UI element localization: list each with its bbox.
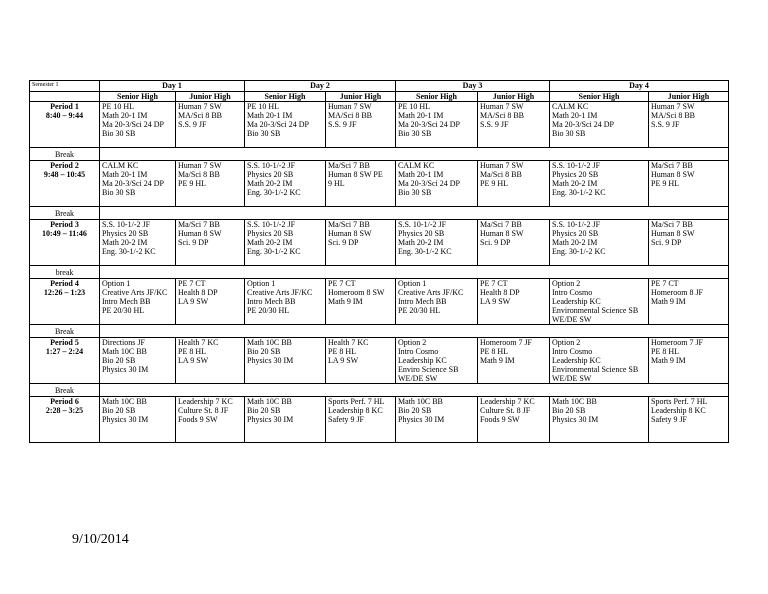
class-entry: Creative Arts JF/KC xyxy=(102,288,168,297)
class-entry: CALM KC xyxy=(552,102,589,111)
class-entry: Math 20-2 IM xyxy=(552,238,598,247)
senior-class-cell xyxy=(396,161,478,207)
class-entry: Homeroom 7 JF xyxy=(480,338,532,347)
break-filler xyxy=(100,266,729,279)
senior-class-cell xyxy=(550,338,649,384)
class-entry: Ma 20-3/Sci 24 DP xyxy=(552,120,614,129)
class-entry: Human 8 SW xyxy=(328,229,372,238)
junior-class-cell xyxy=(326,397,396,443)
period-label: Period 1 xyxy=(50,102,79,111)
senior-class-cell xyxy=(100,338,176,384)
class-entry: Eng. 30-1/-2 KC xyxy=(247,247,301,256)
day-header: Day 1 xyxy=(100,81,245,92)
class-entry: Health 8 DP xyxy=(178,288,218,297)
class-entry: WE/DE SW xyxy=(552,315,592,324)
junior-class-cell xyxy=(326,279,396,325)
junior-class-cell xyxy=(326,102,396,148)
period-time: 12:26 – 1:23 xyxy=(43,288,86,297)
class-entry: CALM KC xyxy=(102,161,139,170)
class-entry: Math 9 IM xyxy=(651,297,686,306)
junior-class-cell xyxy=(176,338,245,384)
class-entry: S.S. 10-1/-2 JF xyxy=(102,220,151,229)
class-entry: LA 9 SW xyxy=(328,356,359,365)
class-entry: Physics 30 IM xyxy=(102,365,149,374)
senior-high-header: Senior High xyxy=(245,92,326,102)
class-entry: Human 8 SW xyxy=(178,229,222,238)
class-entry: Health 7 KC xyxy=(328,338,369,347)
period-label: Period 6 xyxy=(50,397,79,406)
footer-date: 9/10/2014 xyxy=(72,532,129,547)
class-entry: Eng. 30-1/-2 KC xyxy=(398,247,452,256)
class-entry: Bio 20 SB xyxy=(247,347,281,356)
class-entry: Math 10C BB xyxy=(552,397,597,406)
class-entry: Intro Mech BB xyxy=(102,297,151,306)
class-entry: Math 20-1 IM xyxy=(247,111,293,120)
senior-class-cell xyxy=(550,161,649,207)
class-entry: PE 10 HL xyxy=(247,102,279,111)
class-entry: Sports Perf. 7 HL xyxy=(328,397,385,406)
class-entry: Bio 20 SB xyxy=(247,406,281,415)
class-entry: Ma/Sci 7 BB xyxy=(651,161,693,170)
break-label: Break xyxy=(30,384,100,397)
break-filler xyxy=(100,325,729,338)
junior-class-cell xyxy=(326,161,396,207)
period-row xyxy=(30,161,729,207)
junior-class-cell xyxy=(176,102,245,148)
class-entry: Human 7 SW xyxy=(651,102,695,111)
senior-high-header: Senior High xyxy=(396,92,478,102)
senior-class-cell xyxy=(100,220,176,266)
class-entry: PE 7 CT xyxy=(651,279,679,288)
senior-high-header: Senior High xyxy=(100,92,176,102)
class-entry: Physics 20 SB xyxy=(247,229,294,238)
class-entry: MA/Sci 8 BB xyxy=(178,111,223,120)
senior-class-cell xyxy=(396,102,478,148)
senior-class-cell xyxy=(550,397,649,443)
period-cell xyxy=(30,161,100,207)
class-entry: Physics 30 IM xyxy=(102,415,149,424)
class-entry: Sci. 9 DP xyxy=(178,238,209,247)
class-entry: Culture St. 8 JF xyxy=(480,406,531,415)
break-filler xyxy=(100,384,729,397)
class-entry: Human 8 SW PE xyxy=(328,170,383,179)
day-header: Day 4 xyxy=(550,81,729,92)
junior-class-cell xyxy=(649,102,729,148)
class-entry: Bio 20 SB xyxy=(552,406,586,415)
class-entry: Human 8 SW xyxy=(651,229,695,238)
class-entry: CALM KC xyxy=(398,161,435,170)
class-entry: Sci. 9 DP xyxy=(328,238,359,247)
senior-class-cell xyxy=(100,161,176,207)
junior-high-header: Junior High xyxy=(326,92,396,102)
class-entry: Physics 20 SB xyxy=(552,229,599,238)
class-entry: Ma 20-3/Sci 24 DP xyxy=(102,179,164,188)
period-label: Period 5 xyxy=(50,338,79,347)
period-cell xyxy=(30,279,100,325)
class-entry: Option 2 xyxy=(398,338,427,347)
class-entry: Human 7 SW xyxy=(328,102,372,111)
class-entry: S.S. 9 JF xyxy=(651,120,680,129)
class-entry: Option 2 xyxy=(552,338,581,347)
class-entry: Math 20-1 IM xyxy=(102,111,148,120)
class-entry: Homeroom 7 JF xyxy=(651,338,703,347)
class-entry: PE 9 HL xyxy=(480,179,508,188)
period-cell xyxy=(30,397,100,443)
class-entry: PE 9 HL xyxy=(651,179,679,188)
break-row xyxy=(30,207,729,220)
break-label: Break xyxy=(30,325,100,338)
period-time: 8:40 – 9:44 xyxy=(45,111,84,120)
class-entry: PE 7 CT xyxy=(328,279,356,288)
class-entry: Option 1 xyxy=(398,279,427,288)
class-entry: MA/Sci 8 BB xyxy=(328,111,373,120)
class-entry: Leadership KC xyxy=(552,356,601,365)
junior-class-cell xyxy=(176,161,245,207)
junior-class-cell xyxy=(649,397,729,443)
junior-class-cell xyxy=(649,338,729,384)
class-entry: Enviro Science SB xyxy=(398,365,459,374)
period-time: 1:27 – 2:24 xyxy=(45,347,84,356)
junior-class-cell xyxy=(326,338,396,384)
class-entry: Human 7 SW xyxy=(480,161,524,170)
class-entry: Math 20-2 IM xyxy=(102,238,148,247)
senior-class-cell xyxy=(245,220,326,266)
senior-class-cell xyxy=(550,102,649,148)
senior-class-cell xyxy=(396,338,478,384)
class-entry: Leadership KC xyxy=(398,356,447,365)
class-entry: Foods 9 SW xyxy=(178,415,218,424)
junior-class-cell xyxy=(478,161,550,207)
class-entry: Math 10C BB xyxy=(102,347,147,356)
class-entry: Math 20-1 IM xyxy=(398,111,444,120)
senior-class-cell xyxy=(396,220,478,266)
class-entry: Bio 20 SB xyxy=(398,406,432,415)
senior-class-cell xyxy=(245,161,326,207)
class-entry: Sports Perf. 7 HL xyxy=(651,397,708,406)
class-entry: Math 20-2 IM xyxy=(247,238,293,247)
class-entry: PE 8 HL xyxy=(651,347,679,356)
class-entry: Math 20-1 IM xyxy=(398,170,444,179)
class-entry: Leadership 8 KC xyxy=(328,406,383,415)
class-entry: Foods 9 SW xyxy=(480,415,520,424)
class-entry: Leadership 7 KC xyxy=(480,397,535,406)
senior-high-header: Senior High xyxy=(550,92,649,102)
senior-class-cell xyxy=(100,397,176,443)
class-entry: Physics 20 SB xyxy=(398,229,445,238)
class-entry: Math 20-2 IM xyxy=(398,238,444,247)
class-entry: PE 10 HL xyxy=(102,102,134,111)
period-time: 2:28 – 3:25 xyxy=(45,406,84,415)
class-entry: PE 9 HL xyxy=(178,179,206,188)
class-entry: Physics 30 IM xyxy=(247,415,294,424)
class-entry: Safety 9 JF xyxy=(328,415,364,424)
class-entry: Health 7 KC xyxy=(178,338,219,347)
class-entry: Ma 20-3/Sci 24 DP xyxy=(102,120,164,129)
class-entry: Math 10C BB xyxy=(247,338,292,347)
day-header-row xyxy=(30,81,729,92)
class-entry: Ma/Sci 7 BB xyxy=(178,220,220,229)
class-entry: Ma 20-3/Sci 24 DP xyxy=(247,120,309,129)
class-entry: Option 1 xyxy=(247,279,276,288)
junior-class-cell xyxy=(478,220,550,266)
class-entry: WE/DE SW xyxy=(398,374,438,383)
junior-class-cell xyxy=(478,102,550,148)
class-entry: Culture St. 8 JF xyxy=(178,406,229,415)
class-entry: Ma 20-3/Sci 24 DP xyxy=(398,120,460,129)
class-entry: LA 9 SW xyxy=(480,297,511,306)
break-label: Break xyxy=(30,148,100,161)
class-entry: Bio 30 SB xyxy=(398,188,432,197)
class-entry: Math 9 IM xyxy=(651,356,686,365)
break-filler xyxy=(100,148,729,161)
class-entry: Intro Cosmo xyxy=(552,347,593,356)
period-cell xyxy=(30,338,100,384)
senior-class-cell xyxy=(550,279,649,325)
class-entry: 9 HL xyxy=(328,179,345,188)
junior-class-cell xyxy=(326,220,396,266)
period-time: 9:48 – 10:45 xyxy=(43,170,86,179)
class-entry: Human 7 SW xyxy=(480,102,524,111)
class-entry: PE 20/30 HL xyxy=(247,306,290,315)
senior-class-cell xyxy=(100,279,176,325)
break-filler xyxy=(100,207,729,220)
class-entry: S.S. 10-1/-2 JF xyxy=(398,220,447,229)
junior-class-cell xyxy=(176,279,245,325)
class-entry: Bio 30 SB xyxy=(102,188,136,197)
period-time: 10:49 – 11:46 xyxy=(42,229,87,238)
junior-class-cell xyxy=(176,397,245,443)
senior-class-cell xyxy=(245,338,326,384)
class-entry: PE 8 HL xyxy=(480,347,508,356)
class-entry: Option 1 xyxy=(102,279,131,288)
class-entry: Intro Cosmo xyxy=(398,347,439,356)
class-entry: Math 10C BB xyxy=(247,397,292,406)
class-entry: Bio 30 SB xyxy=(398,129,432,138)
class-entry: Ma/Sci 7 BB xyxy=(328,161,370,170)
senior-class-cell xyxy=(396,279,478,325)
class-entry: PE 7 CT xyxy=(480,279,508,288)
junior-high-header: Junior High xyxy=(649,92,729,102)
class-entry: Leadership 7 KC xyxy=(178,397,233,406)
class-entry: WE/DE SW xyxy=(552,374,592,383)
class-entry: Eng. 30-1/-2 KC xyxy=(102,247,156,256)
period-label: Period 4 xyxy=(50,279,79,288)
junior-class-cell xyxy=(478,279,550,325)
senior-class-cell xyxy=(245,397,326,443)
class-entry: Math 20-2 IM xyxy=(552,179,598,188)
class-entry: Ma/Sci 7 BB xyxy=(480,220,522,229)
senior-class-cell xyxy=(245,102,326,148)
class-entry: Physics 20 SB xyxy=(102,229,149,238)
class-entry: Sci. 9 DP xyxy=(651,238,682,247)
class-entry: LA 9 SW xyxy=(178,356,209,365)
class-entry: Creative Arts JF/KC xyxy=(247,288,313,297)
class-entry: Option 2 xyxy=(552,279,581,288)
class-entry: S.S. 10-1/-2 JF xyxy=(247,161,296,170)
break-label: Break xyxy=(30,207,100,220)
period-label: Period 3 xyxy=(50,220,79,229)
schedule-table xyxy=(29,80,729,443)
break-label: break xyxy=(30,266,100,279)
class-entry: Ma/Sci 7 BB xyxy=(328,220,370,229)
class-entry: Math 20-1 IM xyxy=(552,111,598,120)
class-entry: Leadership KC xyxy=(552,297,601,306)
class-entry: Environmental Science SB xyxy=(552,365,639,374)
class-entry: S.S. 10-1/-2 JF xyxy=(552,220,601,229)
class-entry: Bio 30 SB xyxy=(552,129,586,138)
class-entry: Environmental Science SB xyxy=(552,306,639,315)
class-entry: LA 9 SW xyxy=(178,297,209,306)
class-entry: Physics 20 SB xyxy=(247,170,294,179)
class-entry: PE 10 HL xyxy=(398,102,430,111)
class-entry: Math 20-2 IM xyxy=(247,179,293,188)
break-row xyxy=(30,148,729,161)
class-entry: Human 7 SW xyxy=(178,161,222,170)
level-header-row xyxy=(30,92,729,102)
class-entry: Bio 20 SB xyxy=(102,356,136,365)
class-entry: S.S. 9 JF xyxy=(328,120,357,129)
class-entry: Ma 20-3/Sci 24 DP xyxy=(398,179,460,188)
class-entry: Homeroom 8 JF xyxy=(651,288,703,297)
class-entry: PE 8 HL xyxy=(178,347,206,356)
semester-label: Semester 1 xyxy=(30,81,100,92)
class-entry: Eng. 30-1/-2 KC xyxy=(552,188,606,197)
class-entry: MA/Sci 8 BB xyxy=(480,111,525,120)
class-entry: Bio 20 SB xyxy=(102,406,136,415)
period-label: Period 2 xyxy=(50,161,79,170)
junior-class-cell xyxy=(649,220,729,266)
class-entry: Intro Mech BB xyxy=(398,297,447,306)
class-entry: Human 8 SW xyxy=(480,229,524,238)
class-entry: Eng. 30-1/-2 KC xyxy=(552,247,606,256)
class-entry: PE 8 HL xyxy=(328,347,356,356)
class-entry: PE 20/30 HL xyxy=(398,306,441,315)
blank-cell xyxy=(30,92,100,102)
junior-class-cell xyxy=(649,161,729,207)
break-row xyxy=(30,266,729,279)
class-entry: Math 9 IM xyxy=(480,356,515,365)
period-row xyxy=(30,279,729,325)
class-entry: PE 20/30 HL xyxy=(102,306,145,315)
class-entry: Safety 9 JF xyxy=(651,415,687,424)
class-entry: Ma/Sci 8 BB xyxy=(178,170,220,179)
class-entry: S.S. 9 JF xyxy=(178,120,207,129)
period-row xyxy=(30,397,729,443)
senior-class-cell xyxy=(396,397,478,443)
class-entry: Eng. 30-1/-2 KC xyxy=(247,188,301,197)
period-row xyxy=(30,102,729,148)
class-entry: Directions JF xyxy=(102,338,145,347)
class-entry: Math 20-1 IM xyxy=(102,170,148,179)
class-entry: Physics 20 SB xyxy=(552,170,599,179)
class-entry: Physics 30 IM xyxy=(398,415,445,424)
period-row xyxy=(30,220,729,266)
class-entry: Leadership 8 KC xyxy=(651,406,706,415)
class-entry: Intro Mech BB xyxy=(247,297,296,306)
class-entry: Physics 30 IM xyxy=(247,356,294,365)
class-entry: Ma/Sci 7 BB xyxy=(651,220,693,229)
junior-class-cell xyxy=(649,279,729,325)
period-row xyxy=(30,338,729,384)
class-entry: Creative Arts JF/KC xyxy=(398,288,464,297)
period-cell xyxy=(30,102,100,148)
junior-high-header: Junior High xyxy=(176,92,245,102)
junior-high-header: Junior High xyxy=(478,92,550,102)
class-entry: S.S. 9 JF xyxy=(480,120,509,129)
class-entry: Math 9 IM xyxy=(328,297,363,306)
junior-class-cell xyxy=(176,220,245,266)
break-row xyxy=(30,325,729,338)
class-entry: PE 7 CT xyxy=(178,279,206,288)
period-cell xyxy=(30,220,100,266)
break-row xyxy=(30,384,729,397)
class-entry: Human 8 SW xyxy=(651,170,695,179)
class-entry: Sci. 9 DP xyxy=(480,238,511,247)
class-entry: Homeroom 8 SW xyxy=(328,288,385,297)
day-header: Day 3 xyxy=(396,81,550,92)
junior-class-cell xyxy=(478,397,550,443)
class-entry: MA/Sci 8 BB xyxy=(651,111,696,120)
class-entry: Math 10C BB xyxy=(398,397,443,406)
class-entry: Math 10C BB xyxy=(102,397,147,406)
class-entry: Bio 30 SB xyxy=(247,129,281,138)
class-entry: S.S. 10-1/-2 JF xyxy=(552,161,601,170)
day-header: Day 2 xyxy=(245,81,396,92)
schedule-body xyxy=(30,102,729,443)
class-entry: Ma/Sci 8 BB xyxy=(480,170,522,179)
class-entry: Bio 30 SB xyxy=(102,129,136,138)
class-entry: Human 7 SW xyxy=(178,102,222,111)
class-entry: Intro Cosmo xyxy=(552,288,593,297)
senior-class-cell xyxy=(550,220,649,266)
senior-class-cell xyxy=(100,102,176,148)
class-entry: Health 8 DP xyxy=(480,288,520,297)
class-entry: Physics 30 IM xyxy=(552,415,599,424)
junior-class-cell xyxy=(478,338,550,384)
senior-class-cell xyxy=(245,279,326,325)
class-entry: S.S. 10-1/-2 JF xyxy=(247,220,296,229)
